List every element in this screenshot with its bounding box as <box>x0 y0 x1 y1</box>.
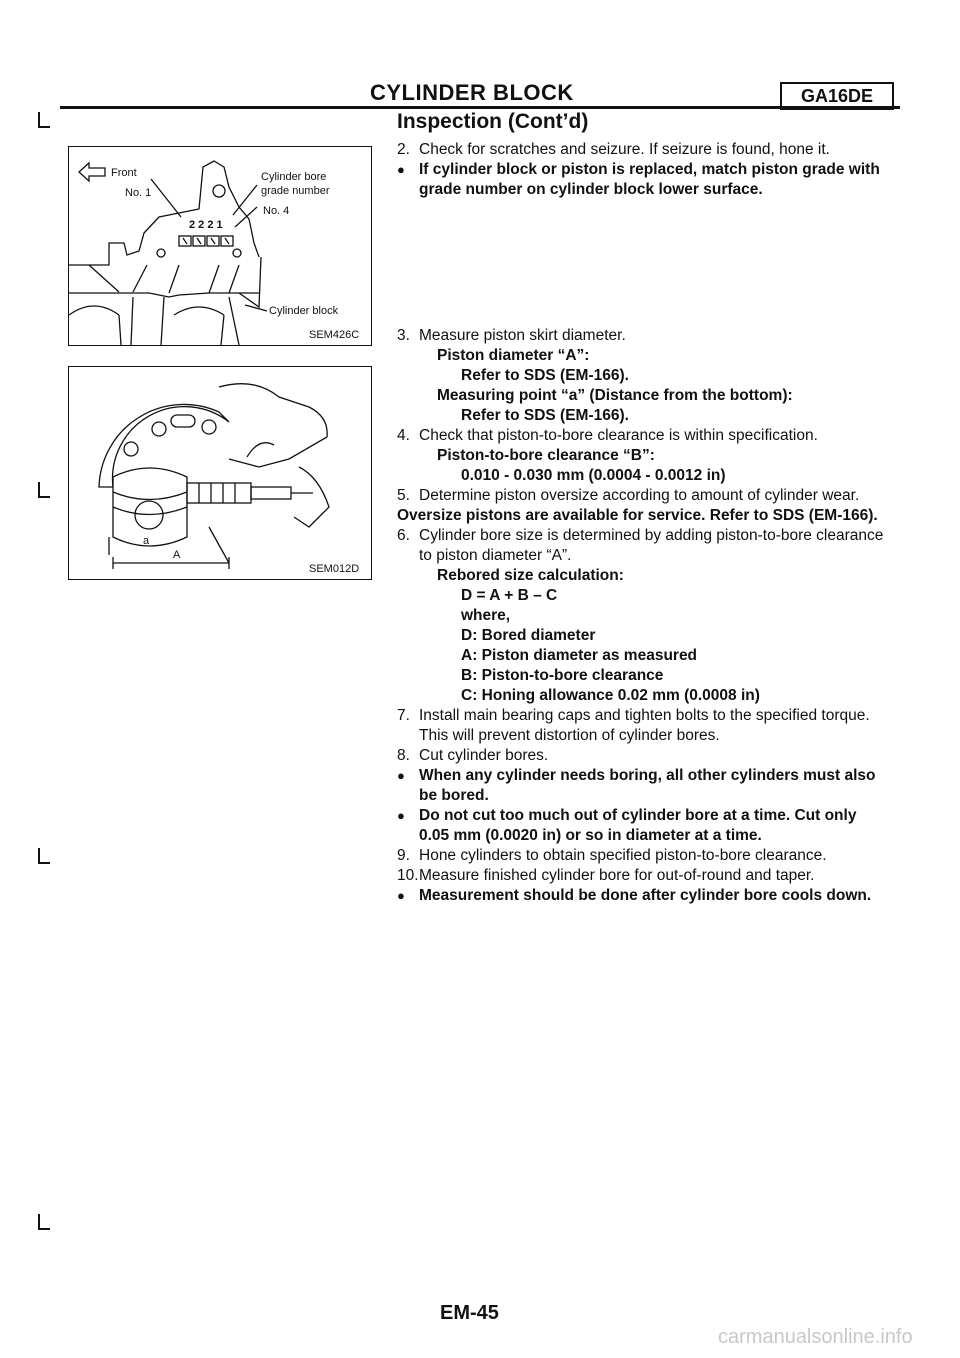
measuring-point-label: a <box>143 535 150 547</box>
header-rule <box>60 106 900 109</box>
corner-mark <box>38 1214 50 1230</box>
step-5: 5. Determine piston oversize according to amount of cylinder wear. <box>397 487 860 504</box>
step-7: 7. Install main bearing caps and tighten bolts to the specified torque. This will prevent distortion of cylinder bores. <box>397 707 870 744</box>
figure-cylinder-block <box>68 146 372 346</box>
measuring-point-label: Measuring point “a” (Distance from the bottom): <box>437 387 793 404</box>
rebored-where: where, <box>461 607 511 624</box>
corner-mark <box>38 112 50 128</box>
bullet-icon: ● <box>397 162 405 177</box>
section-title: Inspection (Cont’d) <box>397 110 589 133</box>
figure-code: SEM426C <box>309 329 360 341</box>
step-10: 10. Measure finished cylinder bore for out-of-round and taper. <box>397 867 815 884</box>
piston-diameter-label: Piston diameter “A”: <box>437 347 590 364</box>
clearance-label: Piston-to-bore clearance “B”: <box>437 447 655 464</box>
bullet-icon: ● <box>397 808 405 823</box>
front-arrow-icon <box>79 163 105 181</box>
rebored-title: Rebored size calculation: <box>437 567 624 584</box>
figure-code: SEM012D <box>309 563 360 575</box>
bullet-1: ● If cylinder block or piston is replaced, match piston grade with grade number on cylinder block lower surface. <box>397 161 880 198</box>
measuring-point-value: Refer to SDS (EM-166). <box>461 407 629 424</box>
cylinder-block-label: Cylinder block <box>269 305 339 317</box>
front-label: Front <box>111 167 137 179</box>
micrometer-drawing <box>69 367 371 579</box>
rebored-b: B: Piston-to-bore clearance <box>461 667 664 684</box>
diameter-label: A <box>173 549 181 561</box>
no1-label: No. 1 <box>125 187 152 199</box>
bullet-2: ● When any cylinder needs boring, all other cylinders must also be bored. <box>397 767 876 804</box>
bullet-icon: ● <box>397 768 405 783</box>
rebored-formula: D = A + B – C <box>461 587 558 604</box>
step-3: 3. Measure piston skirt diameter. <box>397 327 626 344</box>
rebored-c: C: Honing allowance 0.02 mm (0.0008 in) <box>461 687 760 704</box>
figure-piston-measure <box>68 366 372 580</box>
step-6: 6. Cylinder bore size is determined by adding piston-to-bore clearance to piston diameter “A”. <box>397 527 884 564</box>
bore-grade-label-2: grade number <box>261 185 330 197</box>
page-title: CYLINDER BLOCK <box>370 80 574 105</box>
bullet-3: ● Do not cut too much out of cylinder bore at a time. Cut only 0.05 mm (0.0020 in) or so in diameter at a time. <box>397 807 857 844</box>
no4-label: No. 4 <box>263 205 290 217</box>
oversize-note: Oversize pistons are available for service. Refer to SDS (EM-166). <box>397 507 878 524</box>
corner-mark <box>38 848 50 864</box>
watermark: carmanualsonline.info <box>718 1326 913 1348</box>
rebored-d: D: Bored diameter <box>461 627 596 644</box>
procedure-text <box>397 140 887 906</box>
step-8: 8. Cut cylinder bores. <box>397 747 549 764</box>
piston-diameter-value: Refer to SDS (EM-166). <box>461 367 629 384</box>
engine-code-badge: GA16DE <box>780 82 894 110</box>
step-9: 9. Hone cylinders to obtain specified piston-to-bore clearance. <box>397 847 827 864</box>
step-4: 4. Check that piston-to-bore clearance is within specification. <box>397 427 818 444</box>
bore-grade-label-1: Cylinder bore <box>261 171 327 183</box>
corner-mark <box>38 482 50 498</box>
page-number: EM-45 <box>440 1302 499 1324</box>
rebored-a: A: Piston diameter as measured <box>461 647 698 664</box>
step-2: 2. Check for scratches and seizure. If seizure is found, hone it. <box>397 141 830 158</box>
bullet-icon: ● <box>397 888 405 903</box>
bullet-4: ● Measurement should be done after cylinder bore cools down. <box>397 887 872 904</box>
grade-stamp: 2 2 2 1 <box>189 219 223 231</box>
clearance-value: 0.010 - 0.030 mm (0.0004 - 0.0012 in) <box>461 467 726 484</box>
